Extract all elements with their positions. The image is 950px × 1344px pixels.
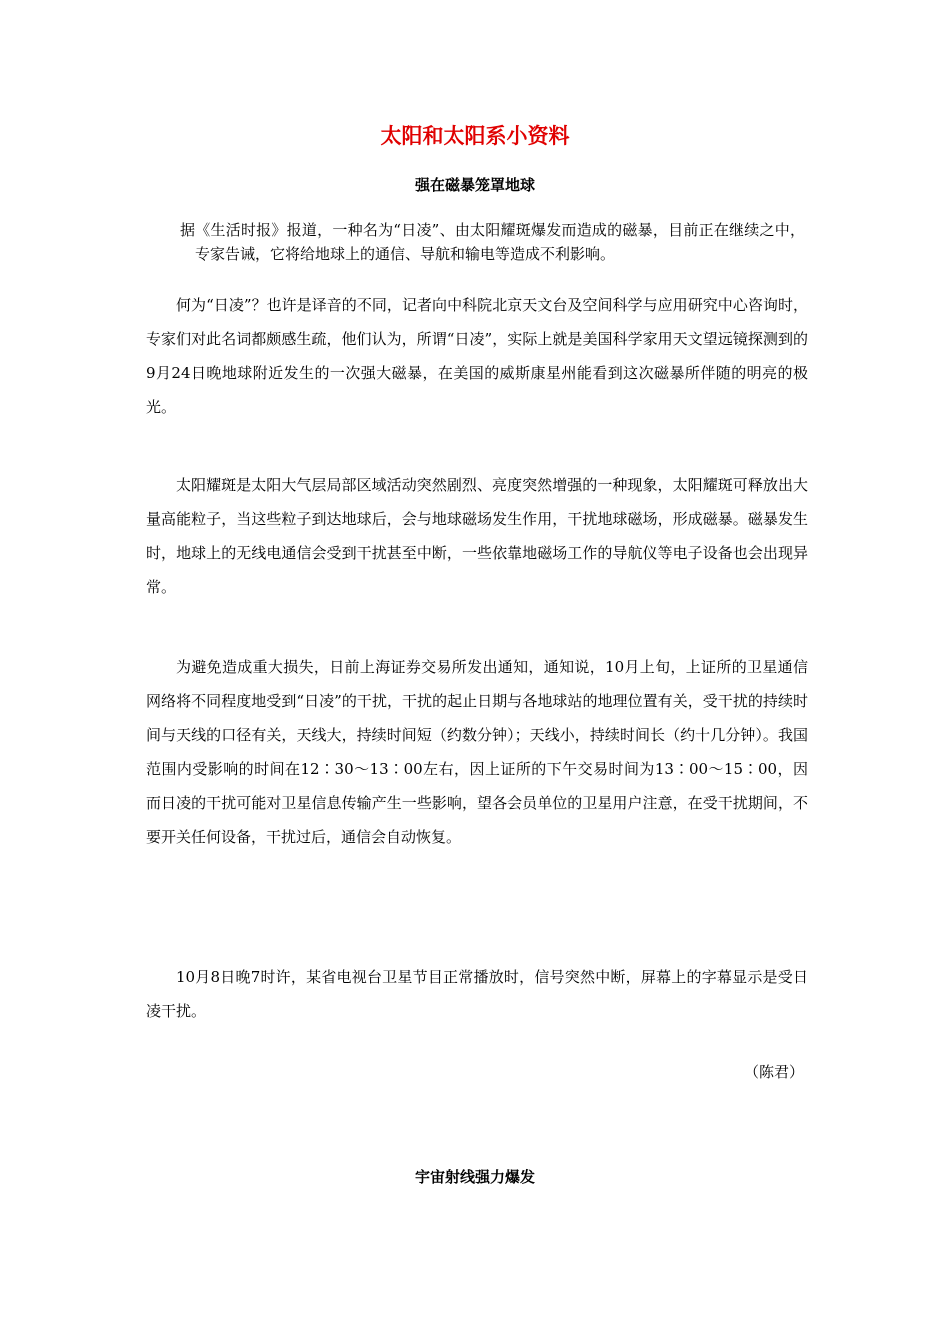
section-heading-magnetic-storm: 强在磁暴笼罩地球 <box>414 176 535 194</box>
paragraph-3: 为避免造成重大损失，日前上海证券交易所发出通知，通知说，10月上旬，上证所的卫星通信网络将不同程度地受到“日凌”的干扰，干扰的起止日期与各地球站的地理位置有关，受干扰的持续时间与天线的口径有关，天线大，持续时间短（约数分钟）；天线小，持续时间长（约十几分钟）。我国范围内受影响的时间在12∶30～13∶00左右，因上证所的下午交易时间为13∶00～15∶00，因而日凌的干扰可能对卫星信息传输产生一些影响，望各会员单位的卫星用户注意，在受干扰期间，不要开关任何设备，干扰过后，通信会自动恢复。 <box>146 658 808 846</box>
author-signature: （陈君） <box>743 1063 804 1081</box>
document-title: 太阳和太阳系小资料 <box>380 123 570 148</box>
paragraph-4: 10月8日晚7时许，某省电视台卫星节目正常播放时，信号突然中断，屏幕上的字幕显示是受日凌干扰。 <box>146 968 808 1020</box>
lead-paragraph: 据《生活时报》报道，一种名为“日凌”、由太阳耀斑爆发而造成的磁暴，目前正在继续之中，专家告诫，它将给地球上的通信、导航和输电等造成不利影响。 <box>180 221 805 263</box>
paragraph-1: 何为“日凌”？也许是译音的不同，记者向中科院北京天文台及空间科学与应用研究中心咨询时，专家们对此名词都颇感生疏，他们认为，所谓“日凌”，实际上就是美国科学家用天文望远镜探测到的9月24日晚地球附近发生的一次强大磁暴，在美国的威斯康星州能看到这次磁暴所伴随的明亮的极光。 <box>146 296 808 416</box>
section-heading-cosmic-rays: 宇宙射线强力爆发 <box>414 1168 535 1186</box>
paragraph-2: 太阳耀斑是太阳大气层局部区域活动突然剧烈、亮度突然增强的一种现象，太阳耀斑可释放出大量高能粒子，当这些粒子到达地球后，会与地球磁场发生作用，干扰地球磁场，形成磁暴。磁暴发生时，地球上的无线电通信会受到干扰甚至中断，一些依靠地磁场工作的导航仪等电子设备也会出现异常。 <box>146 476 808 596</box>
